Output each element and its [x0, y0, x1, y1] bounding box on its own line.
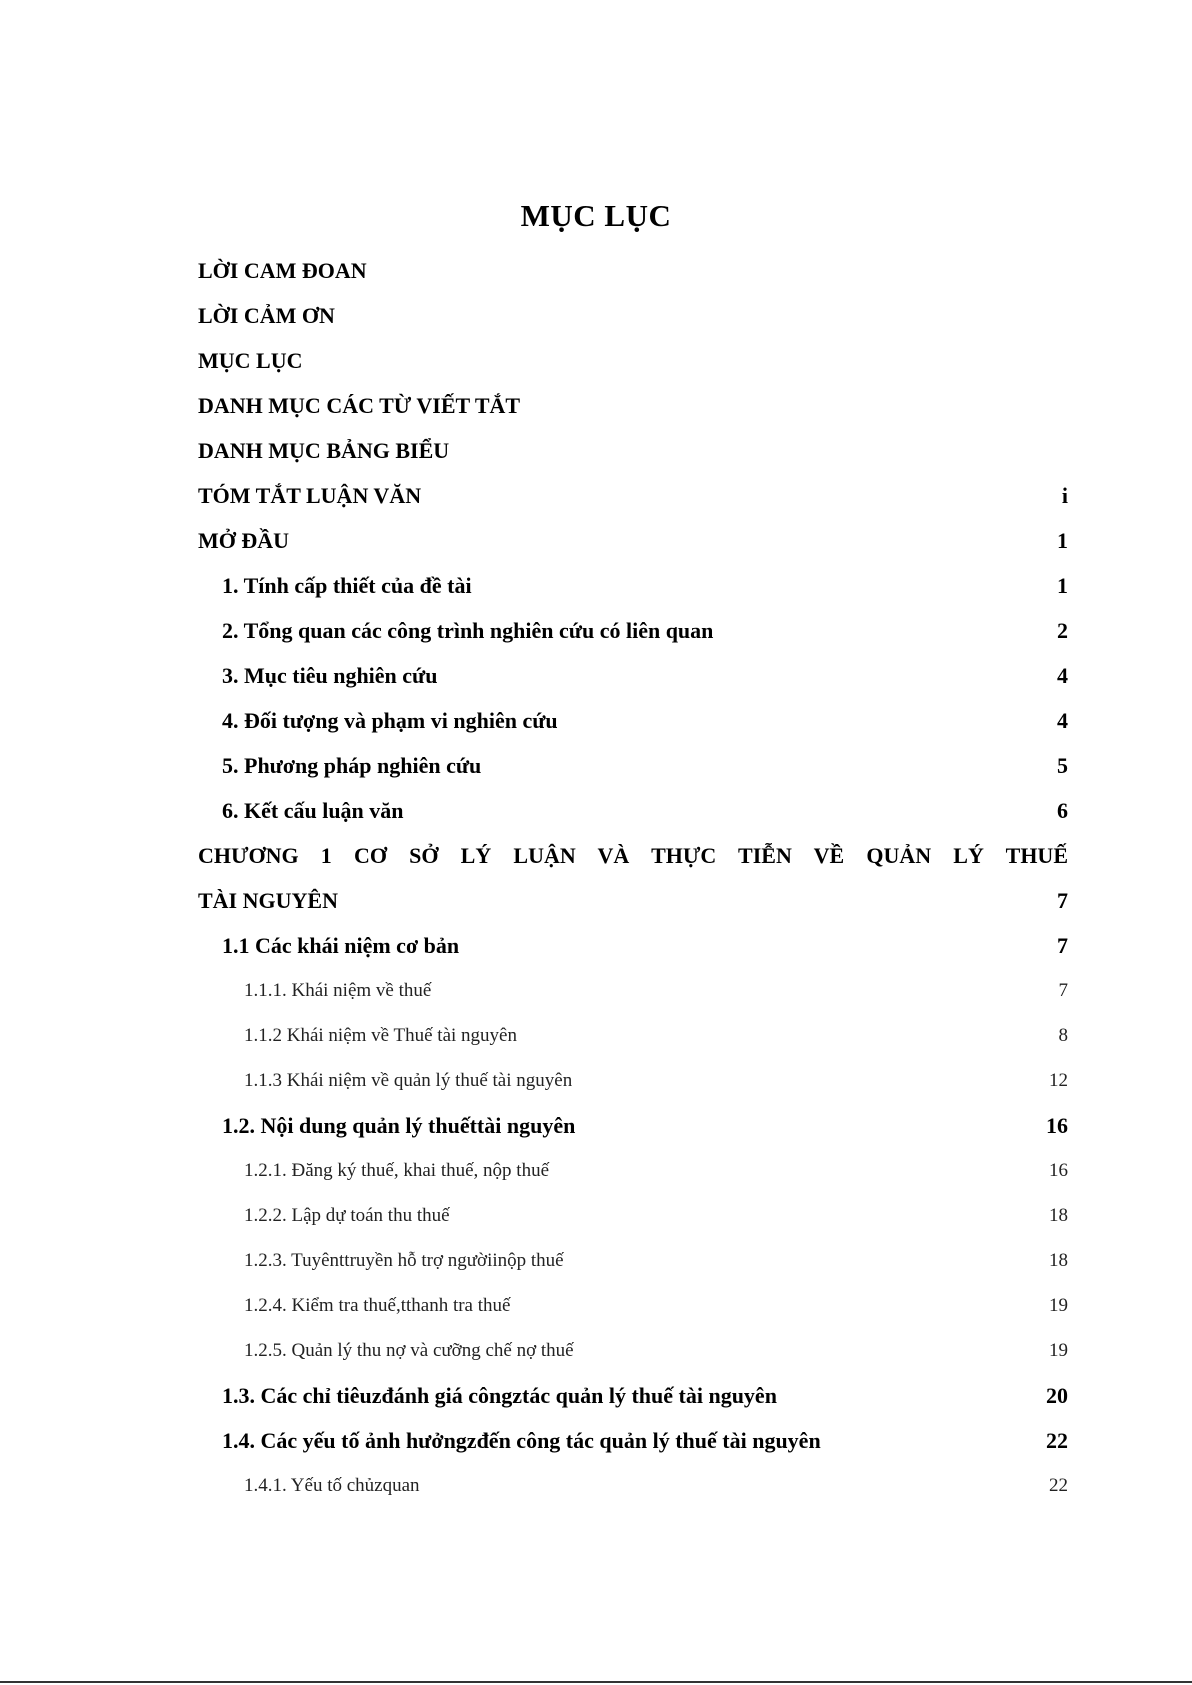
- toc-page-number: 18: [1049, 1205, 1068, 1226]
- toc-entry-label: 4. Đối tượng và phạm vi nghiên cứu: [222, 708, 558, 733]
- toc-page-number: 18: [1049, 1250, 1068, 1271]
- toc-entry-label: LỜI CẢM ƠN: [198, 303, 335, 328]
- toc-page-number: 6: [1057, 798, 1068, 823]
- toc-entry-label: MỤC LỤC: [198, 348, 303, 373]
- toc-entry-label: 1.2.2. Lập dự toán thu thuế: [244, 1205, 450, 1226]
- bottom-border: [0, 1681, 1192, 1683]
- toc-page-number: 19: [1049, 1340, 1068, 1361]
- toc-chapter-heading-line2[interactable]: [198, 878, 1068, 923]
- toc-part-front: [198, 248, 1068, 833]
- toc-entry[interactable]: [198, 1193, 1068, 1238]
- dot-leader: [714, 616, 1056, 638]
- toc-page-number: 16: [1046, 1113, 1068, 1138]
- toc-page-number: 7: [1057, 933, 1068, 958]
- toc-page-number: 8: [1058, 1025, 1068, 1046]
- toc-entry-label: 1.4.1. Yếu tố chủzquan: [244, 1475, 420, 1496]
- toc-entry[interactable]: [198, 518, 1068, 563]
- dot-leader: [575, 1337, 1048, 1356]
- table-of-contents: [198, 248, 1068, 1508]
- toc-entry-label: TÀI NGUYÊN: [198, 888, 338, 913]
- toc-entry-label: 1.2. Nội dung quản lý thuếttài nguyên: [222, 1113, 576, 1138]
- toc-page-number: i: [1061, 483, 1068, 508]
- toc-entry[interactable]: [198, 788, 1068, 833]
- toc-entry[interactable]: [198, 1058, 1068, 1103]
- toc-entry-label: DANH MỤC BẢNG BIỂU: [198, 438, 450, 463]
- toc-entry[interactable]: [198, 968, 1068, 1013]
- dot-leader: [550, 1157, 1048, 1176]
- toc-page-number: 19: [1049, 1295, 1068, 1316]
- toc-entry-label: 6. Kết cấu luận văn: [222, 798, 404, 823]
- toc-entry-label: 1.2.1. Đăng ký thuế, khai thuế, nộp thuế: [244, 1160, 550, 1181]
- toc-entry[interactable]: [198, 1238, 1068, 1283]
- dot-leader: [405, 796, 1056, 818]
- toc-page-number: 1: [1057, 573, 1068, 598]
- toc-page-number: 4: [1057, 708, 1068, 733]
- toc-entry-label: 1.2.5. Quản lý thu nợ và cưỡng chế nợ thuế: [244, 1340, 574, 1361]
- dot-leader: [559, 706, 1056, 728]
- toc-entry-label: 1.3. Các chỉ tiêuzđánh giá côngztác quản lý thuế tài nguyên: [222, 1383, 777, 1408]
- toc-entry-label: 1.2.4. Kiểm tra thuế,tthanh tra thuế: [244, 1295, 511, 1316]
- dot-leader: [473, 571, 1056, 593]
- toc-entry-label: DANH MỤC CÁC TỪ VIẾT TẮT: [198, 393, 521, 418]
- dot-leader: [778, 1381, 1045, 1403]
- toc-entry-label: 1.1.3 Khái niệm về quản lý thuế tài nguyên: [244, 1070, 573, 1091]
- dot-leader: [573, 1067, 1048, 1086]
- toc-entry[interactable]: [198, 293, 1068, 338]
- toc-page-number: 7: [1057, 888, 1068, 913]
- toc-page-number: 1: [1057, 528, 1068, 553]
- toc-entry[interactable]: [198, 338, 1068, 383]
- toc-entry[interactable]: [198, 428, 1068, 473]
- toc-part-chapter1: [198, 923, 1068, 1508]
- toc-page-number: 5: [1057, 753, 1068, 778]
- toc-entry-label: 1. Tính cấp thiết của đề tài: [222, 573, 472, 598]
- toc-page-number: 4: [1057, 663, 1068, 688]
- dot-leader: [482, 751, 1056, 773]
- toc-entry-label: 1.1.1. Khái niệm về thuế: [244, 980, 432, 1001]
- toc-entry[interactable]: [198, 383, 1068, 428]
- dot-leader: [451, 1202, 1048, 1221]
- toc-entry-label: 1.2.3. Tuyênttruyền hỗ trợ ngườiinộp thuế: [244, 1250, 564, 1271]
- toc-entry[interactable]: [198, 608, 1068, 653]
- toc-entry[interactable]: [198, 473, 1068, 518]
- toc-entry-label: TÓM TẮT LUẬN VĂN: [198, 483, 422, 508]
- toc-entry[interactable]: [198, 1328, 1068, 1373]
- toc-page-number: 22: [1046, 1428, 1068, 1453]
- dot-leader: [421, 1472, 1048, 1491]
- toc-entry[interactable]: [198, 653, 1068, 698]
- toc-entry[interactable]: [198, 1103, 1068, 1148]
- toc-entry-label: 1.4. Các yếu tố ảnh hưởngzđến công tác quản lý thuế tài nguyên: [222, 1428, 821, 1453]
- dot-leader: [576, 1111, 1045, 1133]
- toc-page-number: 22: [1049, 1475, 1068, 1496]
- toc-page-number: 2: [1057, 618, 1068, 643]
- dot-leader: [822, 1426, 1045, 1448]
- toc-chapter-title-line1: CHƯƠNG 1 CƠ SỞ LÝ LUẬN VÀ THỰC TIỄN VỀ QUẢN LÝ THUẾ: [198, 843, 1068, 868]
- toc-entry[interactable]: [198, 563, 1068, 608]
- dot-leader: [565, 1247, 1048, 1266]
- toc-page-number: 7: [1058, 980, 1068, 1001]
- toc-entry[interactable]: [198, 743, 1068, 788]
- toc-entry-label: 1.1.2 Khái niệm về Thuế tài nguyên: [244, 1025, 517, 1046]
- dot-leader: [518, 1022, 1058, 1041]
- toc-entry[interactable]: [198, 1013, 1068, 1058]
- dot-leader: [422, 481, 1061, 503]
- toc-entry[interactable]: [198, 923, 1068, 968]
- toc-entry[interactable]: [198, 248, 1068, 293]
- toc-entry[interactable]: [198, 698, 1068, 743]
- toc-entry-label: 1.1 Các khái niệm cơ bản: [222, 933, 460, 958]
- toc-entry[interactable]: [198, 1463, 1068, 1508]
- toc-entry[interactable]: [198, 1418, 1068, 1463]
- toc-entry-label: 2. Tổng quan các công trình nghiên cứu có liên quan: [222, 618, 714, 643]
- dot-leader: [290, 526, 1056, 548]
- toc-entry[interactable]: [198, 1373, 1068, 1418]
- toc-entry-label: 3. Mục tiêu nghiên cứu: [222, 663, 438, 688]
- toc-entry-label: LỜI CAM ĐOAN: [198, 258, 367, 283]
- dot-leader: [339, 886, 1056, 908]
- dot-leader: [460, 931, 1056, 953]
- dot-leader: [511, 1292, 1048, 1311]
- page-title: MỤC LỤC: [520, 198, 672, 233]
- toc-chapter-heading-line1: [198, 833, 1068, 878]
- toc-entry-label: MỞ ĐẦU: [198, 528, 290, 553]
- toc-entry-label: 5. Phương pháp nghiên cứu: [222, 753, 482, 778]
- toc-entry[interactable]: [198, 1283, 1068, 1328]
- toc-page-number: 20: [1046, 1383, 1068, 1408]
- toc-page-number: 16: [1049, 1160, 1068, 1181]
- dot-leader: [439, 661, 1057, 683]
- dot-leader: [432, 977, 1057, 996]
- toc-page-number: 12: [1049, 1070, 1068, 1091]
- toc-entry[interactable]: [198, 1148, 1068, 1193]
